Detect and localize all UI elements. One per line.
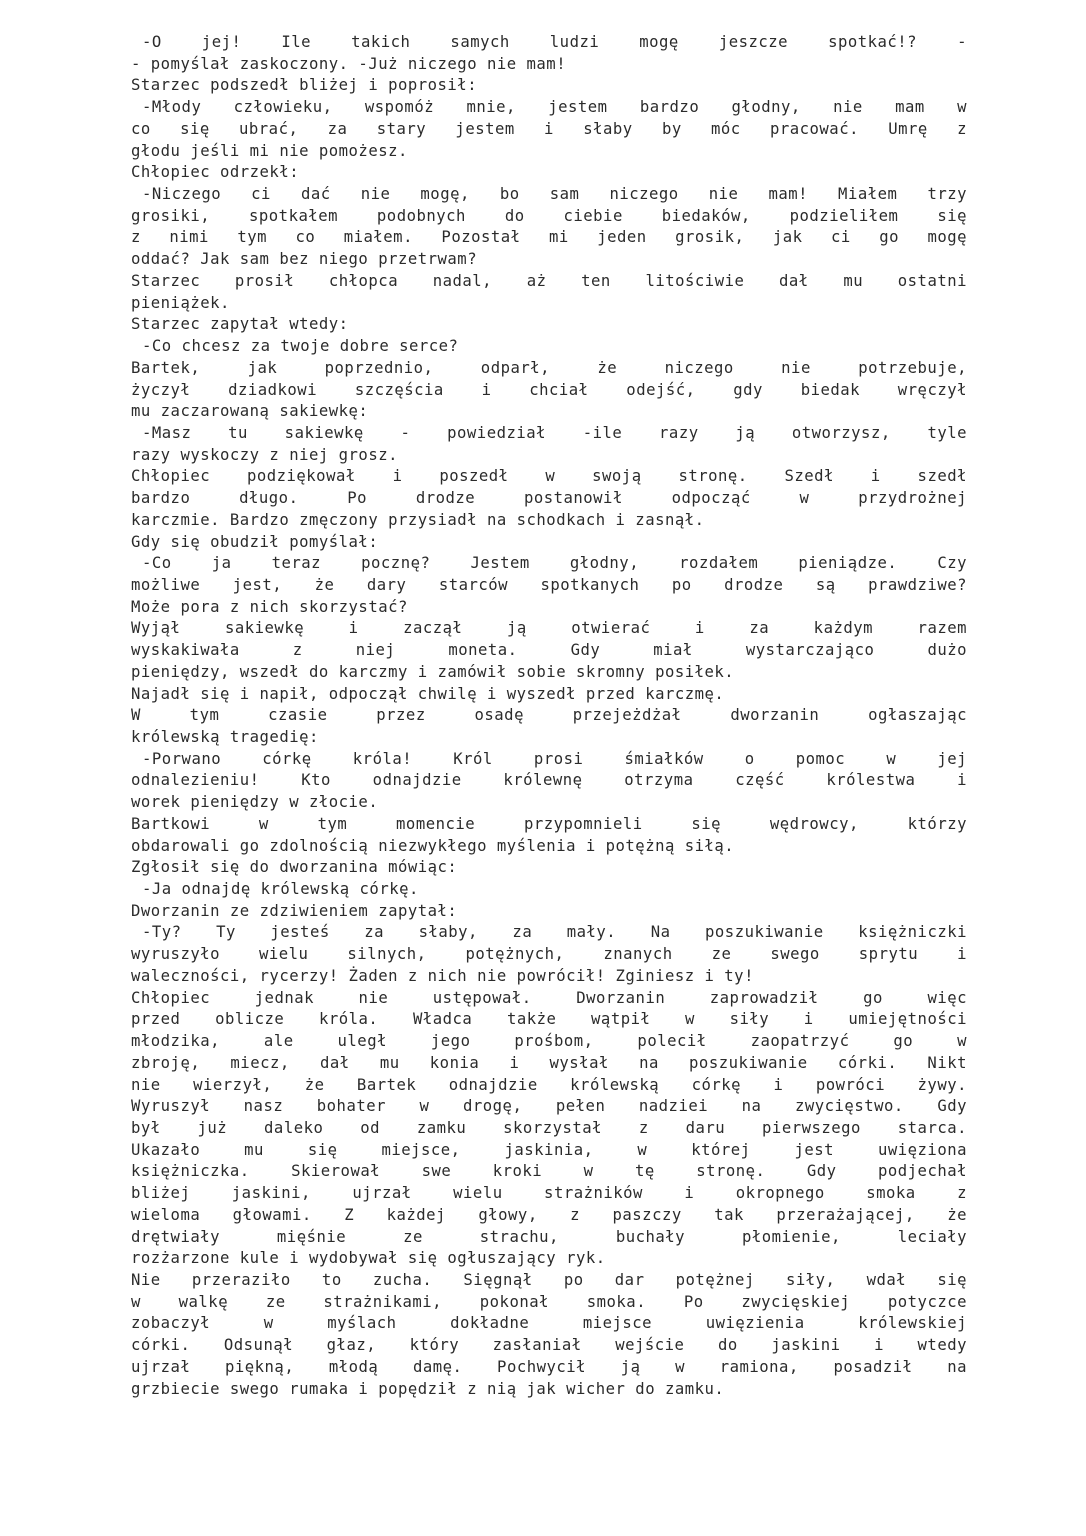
text-line: Starzec podszedł bliżej i poprosił: [131,76,478,95]
text-line: Wyruszył nasz bohater w drogę, pełen nadziei na zwycięstwo. Gdy [131,1097,967,1116]
text-line: worek pieniędzy w złocie. [131,793,379,812]
text-line: oddać? Jak sam bez niego przetrwam? [131,250,478,269]
text-line: pieniędzy, wszedł do karczmy i zamówił sobie skromny posiłek. [131,662,735,681]
page-text [131,32,967,1400]
text-line: - pomyślał zaskoczony. -Już niczego nie mam! [131,54,567,73]
text-line: głodu jeśli mi nie pomożesz. [131,141,408,160]
text-line: Starzec zapytał wtedy: [131,315,349,334]
text-line: Dworzanin ze zdziwieniem zapytał: [131,901,458,920]
text-line: -Młody człowieku, wspomóż mnie, jestem bardzo głodny, nie mam w [142,98,967,117]
text-line: Nie przeraziło to zucha. Sięgnął po dar potężnej siły, wdał się [131,1270,967,1289]
text-line: -Niczego ci dać nie mogę, bo sam niczego nie mam! Miałem trzy [142,185,967,204]
text-line: córki. Odsunął głaz, który zasłaniał wejście do jaskini i wtedy [131,1336,967,1355]
text-line: Ukazało mu się miejsce, jaskinia, w której jest uwięziona [131,1140,967,1159]
text-line: Najadł się i napił, odpoczął chwilę i wyszedł przed karczmę. [131,684,725,703]
text-line: -Ty? Ty jesteś za słaby, za mały. Na poszukiwanie księżniczki [142,923,967,942]
text-line: Zgłosił się do dworzanina mówiąc: [131,858,458,877]
text-line: nie wierzył, że Bartek odnajdzie królewską córkę i powróci żywy. [131,1075,967,1094]
text-line: pieniążek. [131,293,230,312]
text-line: -O jej! Ile takich samych ludzi mogę jeszcze spotkać!? - [142,33,967,51]
text-line: przed oblicze króla. Władca także wątpił w siły i umiejętności [131,1010,967,1029]
text-line: wieloma głowami. Z każdej głowy, z paszczy tak przerażającej, że [131,1205,967,1224]
text-line: -Co chcesz za twoje dobre serce? [142,337,459,356]
text-line: w walkę ze strażnikami, pokonał smoka. Po zwycięskiej potyczce [131,1292,967,1311]
text-line: wyruszyło wielu silnych, potężnych, znanych ze swego sprytu i [131,945,967,964]
text-line: -Ja odnajdę królewską córkę. [142,880,419,899]
text-line: rozżarzone kule i wydobywał się ogłuszający ryk. [131,1249,606,1268]
text-line: Chłopiec podziękował i poszedł w swoją stronę. Szedł i szedł [131,467,967,486]
text-line: co się ubrać, za stary jestem i słaby by móc pracować. Umrę z [131,119,967,138]
text-line: mu zaczarowaną sakiewkę: [131,402,369,421]
text-line: W tym czasie przez osadę przejeżdżał dworzanin ogłaszając [131,706,967,725]
text-line: waleczności, rycerzy! Żaden z nich nie powrócił! Zginiesz i ty! [131,966,754,985]
text-line: zobaczył w myślach dokładne miejsce uwięzienia królewskiej [131,1314,967,1333]
text-line: młodzika, ale uległ jego prośbom, polecił zaopatrzyć go w [131,1032,967,1051]
text-line: zbroję, miecz, dał mu konia i wysłał na poszukiwanie córki. Nikt [131,1053,967,1072]
text-line: był już daleko od zamku skorzystał z daru pierwszego starca. [131,1118,967,1137]
text-line: Gdy się obudził pomyślał: [131,532,379,551]
text-line: Bartek, jak poprzednio, odparł, że niczego nie potrzebuje, [131,358,967,377]
text-line: bardzo długo. Po drodze postanowił odpocząć w przydrożnej [131,489,967,508]
text-line: Chłopiec jednak nie ustępował. Dworzanin zaprowadził go więc [131,988,967,1007]
text-line: życzył dziadkowi szczęścia i chciał odejść, gdy biedak wręczył [131,380,967,399]
text-line: karczmie. Bardzo zmęczony przysiadł na schodkach i zasnął. [131,510,705,529]
text-line: możliwe jest, że dary starców spotkanych po drodze są prawdziwe? [131,575,967,594]
text-line: -Masz tu sakiewkę - powiedział -ile razy ją otworzysz, tyle [142,423,967,442]
text-line: grosiki, spotkałem podobnych do ciebie biedaków, podzieliłem się [131,206,967,225]
text-line: Bartkowi w tym momencie przypomnieli się wędrowcy, którzy [131,814,967,833]
text-line: Starzec prosił chłopca nadal, aż ten litościwie dał mu ostatni [131,271,967,290]
text-line: wyskakiwała z niej moneta. Gdy miał wystarczająco dużo [131,641,967,660]
text-line: -Porwano córkę króla! Król prosi śmiałków o pomoc w jej [142,749,967,768]
text-line: ujrzał piękną, młodą damę. Pochwycił ją w ramiona, posadził na [131,1357,967,1376]
text-line: drętwiały mięśnie ze strachu, buchały płomienie, leciały [131,1227,967,1246]
text-line: Chłopiec odrzekł: [131,163,300,182]
text-line: obdarowali go zdolnością niezwykłego myślenia i potężną siłą. [131,836,735,855]
text-line: Może pora z nich skorzystać? [131,597,408,616]
text-line: z nimi tym co miałem. Pozostał mi jeden grosik, jak ci go mogę [131,228,967,247]
text-line: razy wyskoczy z niej grosz. [131,445,398,464]
text-line: bliżej jaskini, ujrzał wielu strażników i okropnego smoka z [131,1184,967,1203]
text-line: królewską tragedię: [131,728,319,746]
text-line: Wyjął sakiewkę i zaczął ją otwierać i za każdym razem [131,619,967,638]
text-line: -Co ja teraz pocznę? Jestem głodny, rozdałem pieniądze. Czy [142,554,967,573]
text-line: grzbiecie swego rumaka i popędził z nią jak wicher do zamku. [131,1379,725,1398]
text-line: odnalezieniu! Kto odnajdzie królewnę otrzyma część królestwa i [131,771,967,790]
text-line: księżniczka. Skierował swe kroki w tę stronę. Gdy podjechał [131,1162,967,1181]
